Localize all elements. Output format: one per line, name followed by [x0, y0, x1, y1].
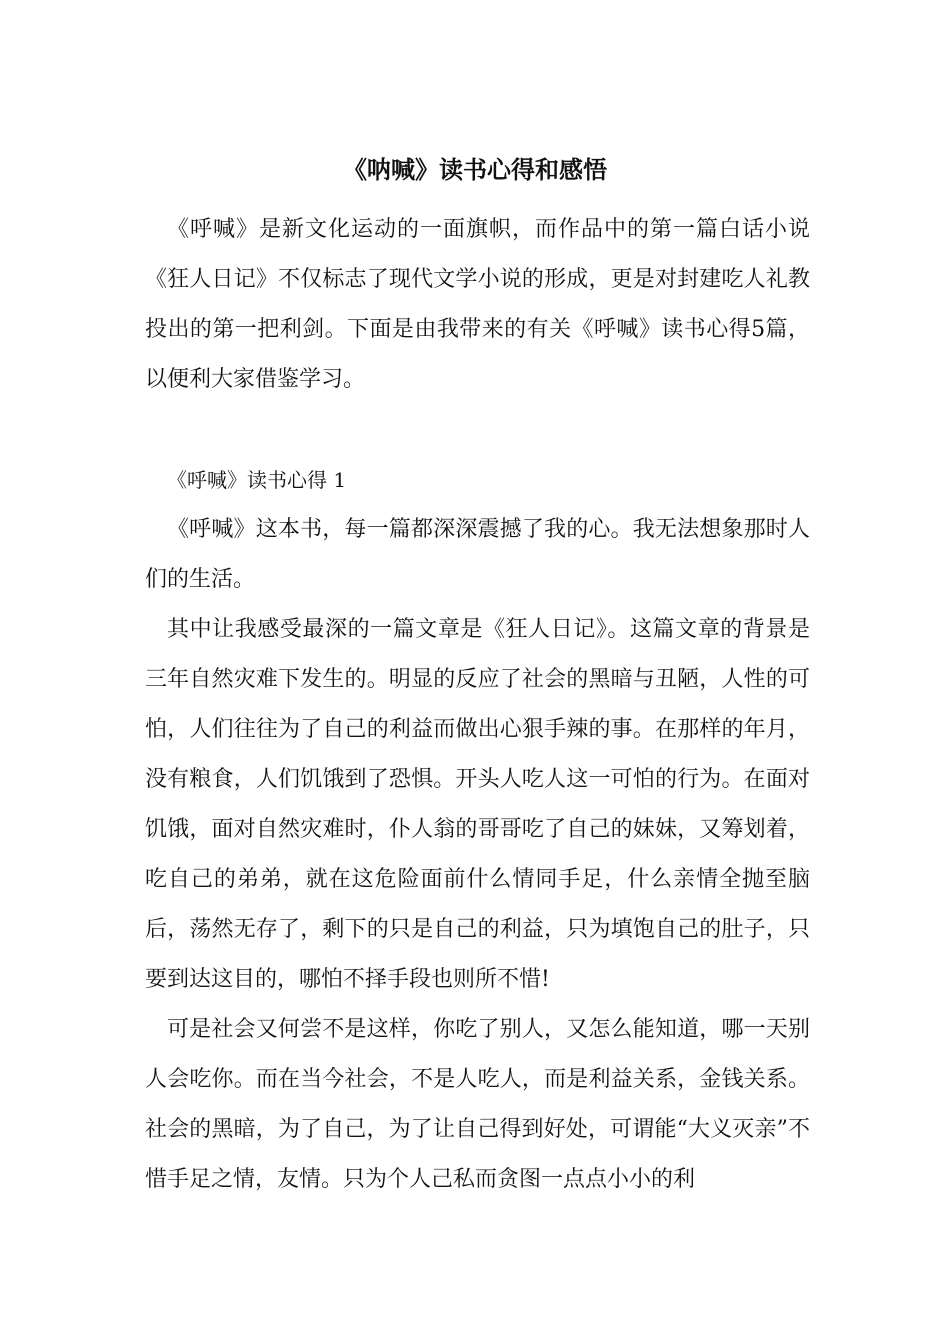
- document-title: 《呐喊》读书心得和感悟: [343, 156, 607, 184]
- body-paragraph: 其中让我感受最深的一篇文章是《狂人日记》。这篇文章的背景是三年自然灾难下发生的。明显的反应了社会的黑暗与丑陋，人性的可怕，人们往往为了自己的利益而做出心狠手辣的事。在那样的年月，没有粮食，人们饥饿到了恐惧。开头人吃人这一可怕的行为。在面对饥饿，面对自然灾难时，仆人翁的哥哥吃了自己的妹妹，又筹划着，吃自己的弟弟，就在这危险面前什么情同手足，什么亲情全抛至脑后，荡然无存了，剩下的只是自己的利益，只为填饱自己的肚子，只要到达这目的，哪怕不择手段也则所不惜!: [145, 617, 810, 992]
- document-body: [145, 205, 810, 1205]
- body-paragraph: 可是社会又何尝不是这样，你吃了别人，又怎么能知道，哪一天别人会吃你。而在当今社会，不是人吃人，而是利益关系，金钱关系。社会的黑暗，为了自己，为了让自己得到好处，可谓能“大义灭亲”不惜手足之情，友情。只为个人己私而贪图一点点小小的利: [145, 1017, 810, 1192]
- blank-line: [145, 405, 810, 455]
- intro-paragraph: 《呼喊》是新文化运动的一面旗帜，而作品中的第一篇白话小说《狂人日记》不仅标志了现代文学小说的形成，更是对封建吃人礼教投出的第一把利剑。下面是由我带来的有关《呼喊》读书心得5篇，以便利大家借鉴学习。: [145, 217, 810, 392]
- body-paragraph: 《呼喊》这本书，每一篇都深深震撼了我的心。我无法想象那时人们的生活。: [145, 517, 810, 592]
- section-heading: 《呼喊》读书心得 1: [167, 468, 347, 492]
